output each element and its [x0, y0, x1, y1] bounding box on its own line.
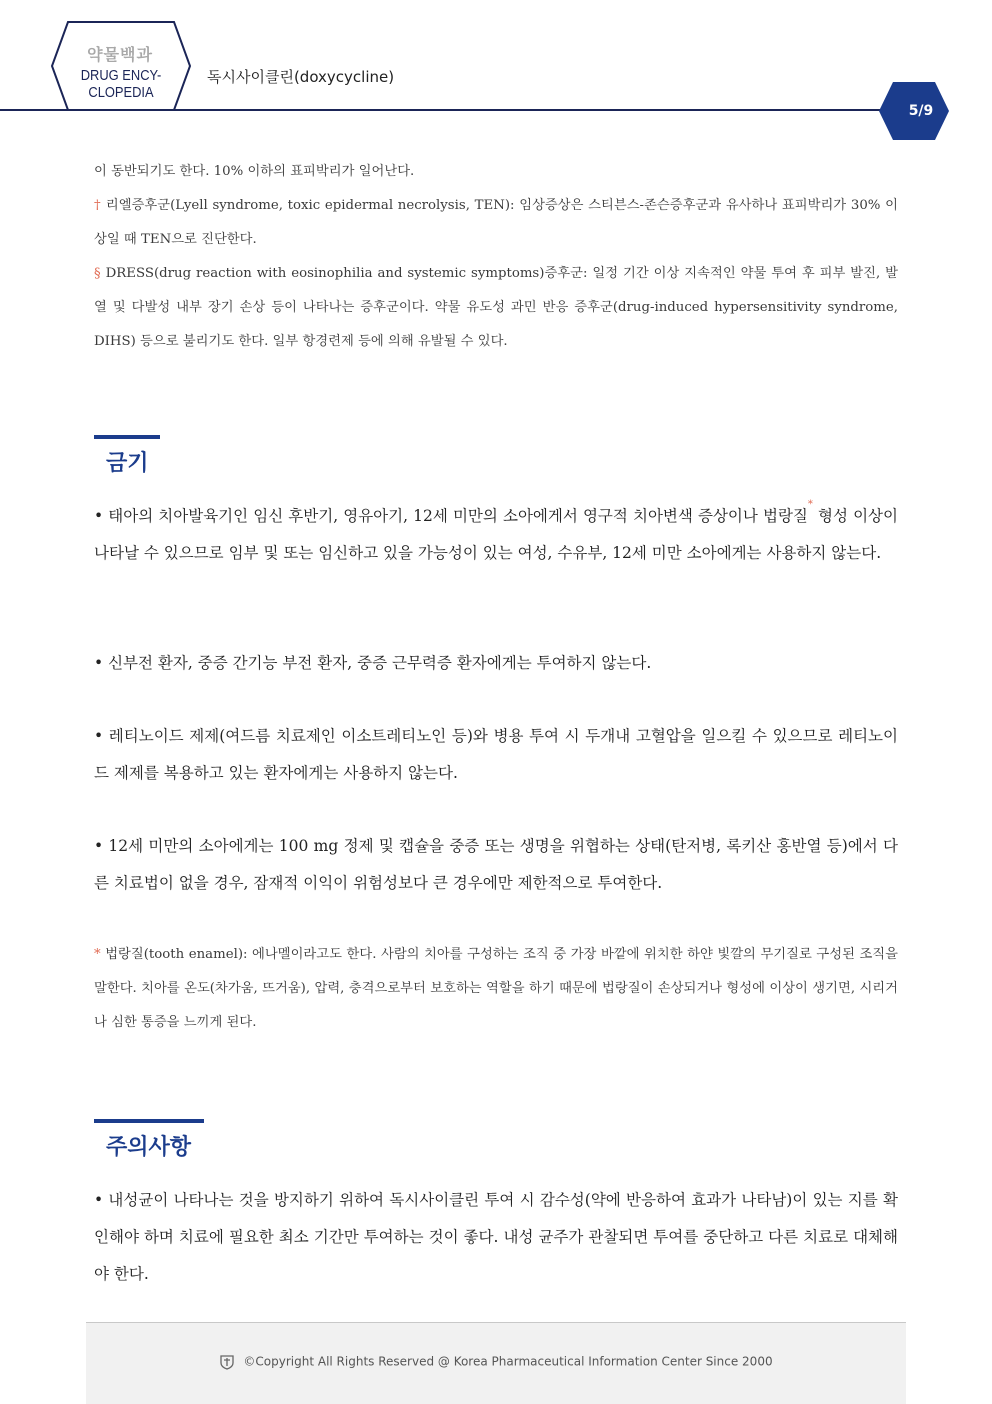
contraindication-item: • 태아의 치아발육기인 임신 후반기, 영유아기, 12세 미만의 소아에게서 영구적 치아변색 증상이나 법랑질* 형성 이상이 나타날 수 있으므로 임부 및 또는 임신하고 있을 가능성이 있는 여성, 수유부, 12세 미만 소아에게는 사용하지 않는다.	[94, 499, 898, 562]
page-number: 5/9	[908, 103, 934, 119]
footnote-enamel: * 법랑질(tooth enamel): 에나멜이라고도 한다. 사람의 치아를 구성하는 조직 중 가장 바깥에 위치한 하얀 빛깔의 무기질로 구성된 조직을 말한다. 치아를 온도(차가움, 뜨거움), 압력, 충격으로부터 보호하는 역할을 하기 때문에 법랑질이 손상되거나 형성에 이상이 생기면, 시리거나 심한 통증을 느끼게 된다.	[94, 947, 898, 1030]
section-title-contraindications: 금기	[106, 451, 149, 476]
footnote-lyell: † 리엘증후군(Lyell syndrome, toxic epidermal necrolysis, TEN): 임상증상은 스티븐스-존슨증후군과 유사하나 표피박리가 30% 이상일 때 TEN으로 진단한다.	[94, 198, 898, 247]
footnote-continuation: 이 동반되기도 한다. 10% 이하의 표피박리가 일어난다.	[94, 164, 415, 179]
document-title: 독시사이클린(doxycycline)	[207, 68, 395, 86]
section-marker: §	[94, 266, 101, 281]
enamel-footnote-marker: *	[807, 499, 813, 510]
dagger-marker: †	[94, 198, 102, 213]
asterisk-marker: *	[94, 947, 101, 962]
copyright-text: ©Copyright All Rights Reserved @ Korea Pharmaceutical Information Center Since 2000	[243, 1354, 773, 1369]
contraindication-item: • 신부전 환자, 중증 간기능 부전 환자, 중증 근무력증 환자에게는 투여하지 않는다.	[94, 654, 652, 672]
section-title-precautions: 주의사항	[106, 1135, 192, 1160]
contraindication-item: • 12세 미만의 소아에게는 100 mg 정제 및 캡슐을 중증 또는 생명을 위협하는 상태(탄저병, 록키산 홍반열 등)에서 다른 치료법이 없을 경우, 잠재적 이익이 위험성보다 큰 경우에만 제한적으로 투여한다.	[94, 837, 898, 892]
logo-korean: 약물백과	[87, 45, 153, 64]
logo-english: DRUG ENCY- CLOPEDIA	[80, 67, 162, 101]
footnote-block-top	[94, 155, 898, 359]
section-bar-precautions	[94, 1119, 204, 1123]
section-bar-contraindications	[94, 435, 160, 439]
contraindication-item: • 레티노이드 제제(여드름 치료제인 이소트레티노인 등)와 병용 투여 시 두개내 고혈압을 일으킬 수 있으므로 레티노이드 제제를 복용하고 있는 환자에게는 사용하지 않는다.	[94, 727, 898, 782]
page-footer	[86, 1322, 906, 1404]
kpic-emblem-icon	[219, 1354, 235, 1370]
precaution-item: • 내성균이 나타나는 것을 방지하기 위하여 독시사이클린 투여 시 감수성(약에 반응하여 효과가 나타남)이 있는 지를 확인해야 하며 치료에 필요한 최소 기간만 투여하는 것이 좋다. 내성 균주가 관찰되면 투여를 중단하고 다른 치료로 대체해야 한다.	[94, 1191, 898, 1283]
footnote-dress: § DRESS(drug reaction with eosinophilia and systemic symptoms)증후군: 일정 기간 이상 지속적인 약물 투여 후 피부 발진, 발열 및 다발성 내부 장기 손상 등이 나타나는 증후군이다. 약물 유도성 과민 반응 증후군(drug-induced hypersensitivity syndrome, DIHS) 등으로 불리기도 한다. 일부 항경련제 등에 의해 유발될 수 있다.	[94, 266, 898, 349]
